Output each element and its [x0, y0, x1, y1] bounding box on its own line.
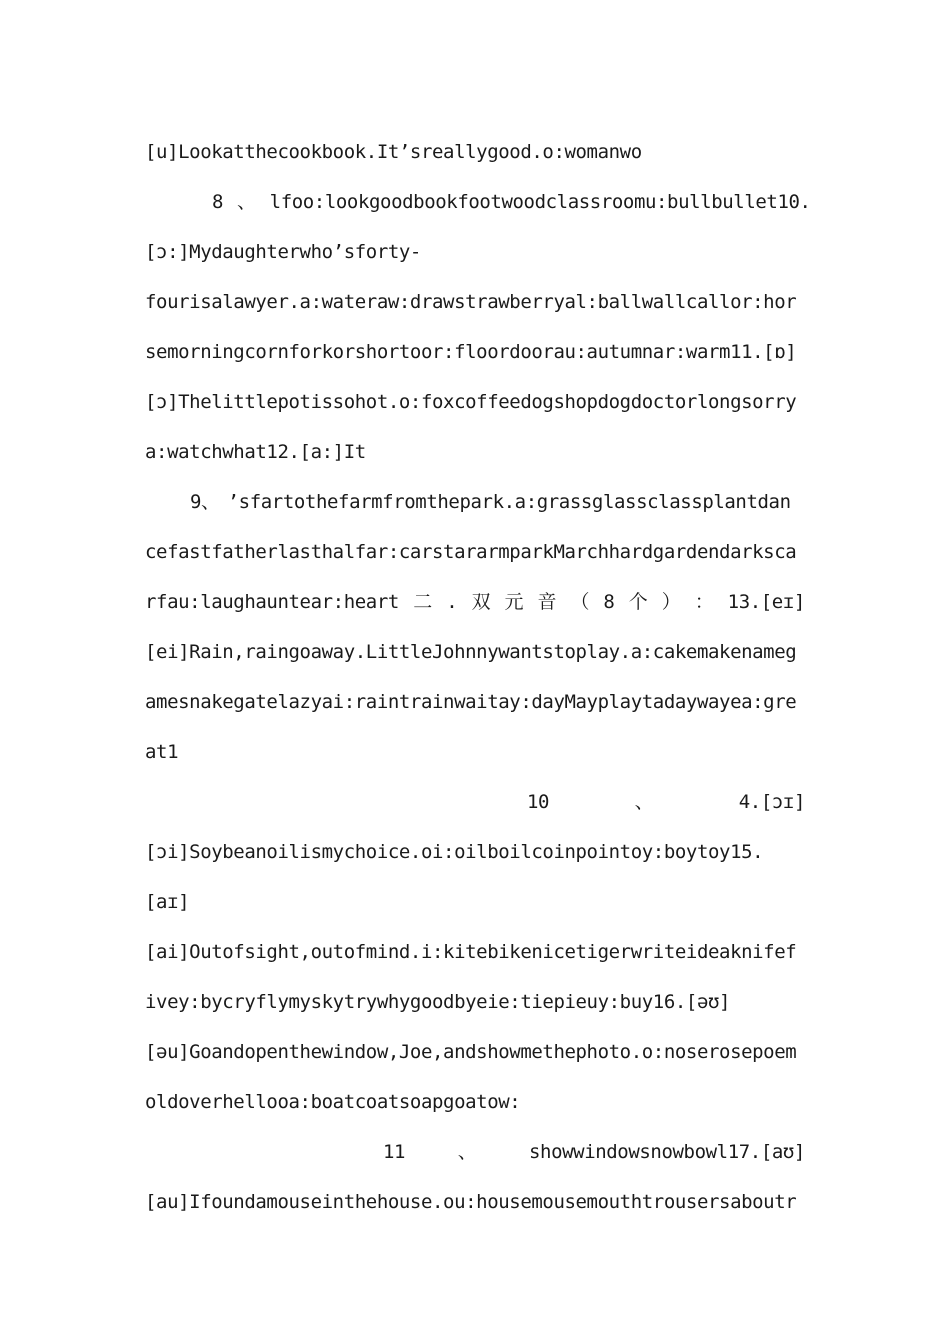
text-line: [au]Ifoundamouseinthehouse.ou:housemousemouthtrousersaboutr	[145, 1191, 797, 1213]
list-number: 11	[383, 1141, 406, 1163]
text-line	[145, 590, 805, 614]
text-segment: 双	[471, 591, 491, 613]
text-line: [aɪ]	[145, 891, 190, 913]
text-segment: showwindowsnowbowl17.[aʊ]	[529, 1141, 805, 1163]
list-separator: 、	[457, 1141, 477, 1163]
text-line: cefastfatherlasthalfar:carstararmparkMarchhardgardendarksca	[145, 541, 797, 563]
text-line: [ei]Rain,raingoaway.LittleJohnnywantstoplay.a:cakemakenameg	[145, 641, 797, 663]
text-segment: 音	[537, 591, 557, 613]
list-number: 8	[212, 191, 224, 213]
text-segment: lfoo:lookgoodbookfootwoodclassroomu:bullbullet10.	[269, 191, 811, 213]
text-segment: ）	[661, 591, 681, 613]
text-line: a:watchwhat12.[a:]It	[145, 441, 366, 463]
text-segment: 8	[603, 591, 615, 613]
text-line: fourisalawyer.a:wateraw:drawstrawberryal:ballwallcallor:hor	[145, 291, 797, 313]
list-number: 10	[527, 791, 550, 813]
text-line	[527, 790, 805, 814]
list-separator: 、	[634, 791, 654, 813]
text-line: amesnakegatelazyai:raintrainwaitay:dayMayplaytadaywayea:gre	[145, 691, 797, 713]
text-segment: 个	[628, 591, 648, 613]
text-segment: 二	[413, 591, 432, 613]
text-line: [ɔ:]Mydaughterwho’sforty-	[145, 241, 421, 263]
text-line: semorningcornforkorshortoor:floordoorau:autumnar:warm11.[ɒ]	[145, 341, 797, 363]
text-segment: 元	[504, 591, 524, 613]
text-line: [ai]Outofsight,outofmind.i:kitebikenicetigerwriteideaknifef	[145, 941, 797, 963]
text-line: [əu]Goandopenthewindow,Joe,andshowmethephoto.o:noserosepoem	[145, 1041, 797, 1063]
text-segment: 4.[ɔɪ]	[738, 791, 805, 813]
text-line: [ɔi]Soybeanoilismychoice.oi:oilboilcoinpointoy:boytoy15.	[145, 841, 764, 863]
text-segment: 13.[eɪ]	[727, 591, 805, 613]
text-line	[383, 1140, 805, 1164]
text-line: ivey:bycryflymyskytrywhygoodbyeie:tiepieuy:buy16.[əʊ]	[145, 991, 731, 1013]
text-line: [u]Lookatthecookbook.It’sreallygood.o:womanwo	[145, 141, 642, 163]
text-segment: rfau:laughauntear:heart	[145, 591, 399, 613]
text-line: at1	[145, 741, 179, 763]
text-segment: ：	[694, 591, 714, 613]
text-line: oldoverhellooa:boatcoatsoapgoatow:	[145, 1091, 521, 1113]
list-separator: 、	[237, 191, 256, 213]
text-segment: .	[446, 591, 458, 613]
text-line	[212, 190, 811, 214]
text-segment: （	[570, 591, 590, 613]
text-segment: ’sfartothefarmfromthepark.a:grassglassclassplantdan	[227, 491, 791, 513]
list-number: 9、	[190, 491, 220, 513]
text-line	[190, 490, 805, 514]
text-line: [ɔ]Thelittlepotissohot.o:foxcoffeedogshopdogdoctorlongsorry	[145, 391, 797, 413]
